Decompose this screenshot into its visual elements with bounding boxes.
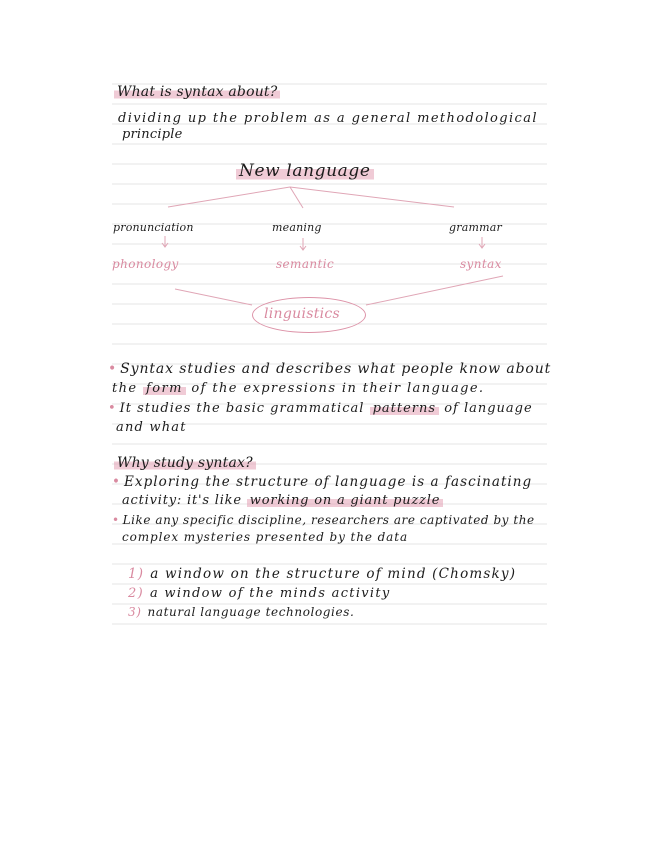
bullet-dot: • [112, 474, 122, 490]
note-bullet-3: • Exploring the structure of language is a fascinating [112, 474, 533, 490]
note-bullet-1: • Syntax studies and describes what people know about [108, 361, 552, 377]
note-line: the form of the expressions in their language. [112, 381, 485, 396]
diagram-linguistics-label: linguistics [264, 306, 341, 322]
reason-item-3: 3) natural language technologies. [128, 605, 355, 619]
highlight-form: form [143, 381, 186, 396]
diagram-field-phonology: phonology [112, 257, 179, 271]
highlight-patterns: patterns [370, 401, 439, 416]
note-line: dividing up the problem as a general methodological [118, 111, 538, 126]
note-line: activity: it's like working on a giant puzzle [122, 493, 443, 509]
diagram-branch-pronunciation: pronunciation [113, 221, 194, 234]
note-line: complex mysteries presented by the data [122, 530, 408, 544]
note-bullet-2: • It studies the basic grammatical patterns of language [108, 401, 533, 416]
diagram-field-semantic: semantic [276, 257, 335, 271]
bullet-dot: • [108, 401, 117, 416]
section-heading-what-is-syntax: What is syntax about? [114, 84, 280, 100]
diagram-center-node: New language [236, 163, 374, 179]
highlight-giant-puzzle: working on a giant puzzle [247, 493, 443, 508]
reason-item-1: 1) a window on the structure of mind (Chomsky) [128, 566, 517, 582]
note-line: and what [116, 420, 187, 435]
diagram-connectors [165, 187, 503, 305]
bullet-dot: • [112, 513, 120, 527]
diagram-branch-meaning: meaning [272, 221, 322, 234]
diagram-branch-grammar: grammar [449, 221, 502, 234]
note-bullet-4: • Like any specific discipline, researchers are captivated by the [112, 513, 535, 527]
diagram-field-syntax: syntax [460, 257, 502, 271]
note-line: principle [122, 127, 183, 142]
section-heading-why-study-syntax: Why study syntax? [114, 455, 256, 471]
bullet-dot: • [108, 361, 118, 377]
reason-item-2: 2) a window of the minds activity [128, 586, 391, 601]
